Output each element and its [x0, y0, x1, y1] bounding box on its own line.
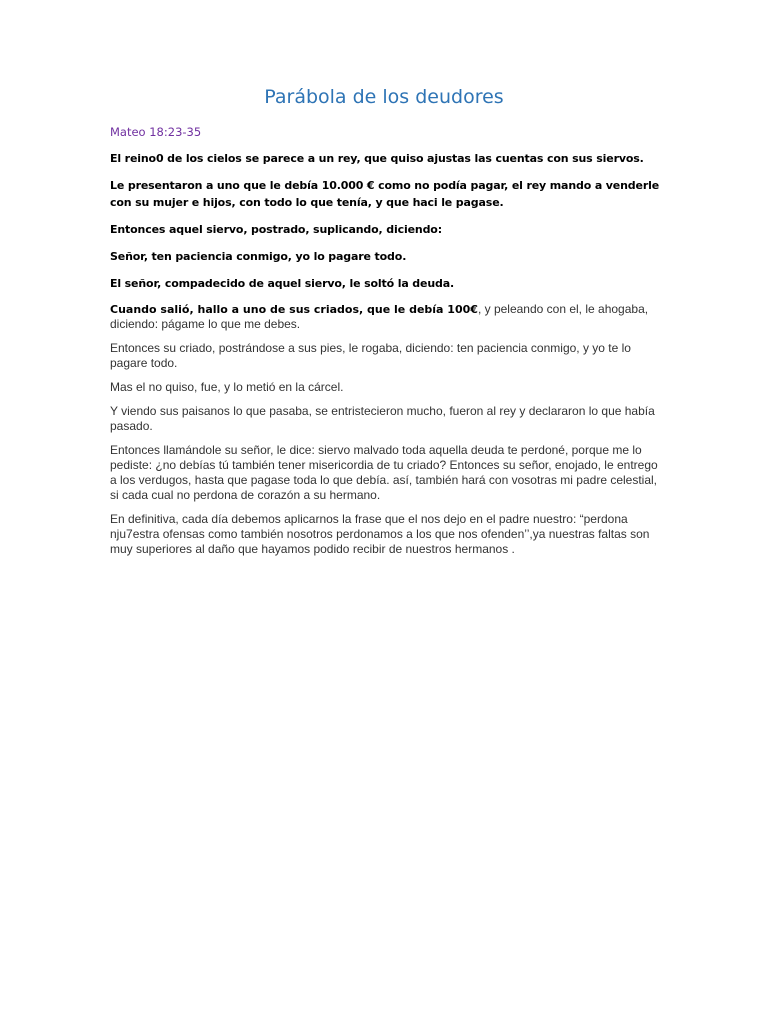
paragraph-4: Señor, ten paciencia conmigo, yo lo pagare todo. [110, 250, 407, 263]
paragraph-9: Y viendo sus paisanos lo que pasaba, se entristecieron mucho, fueron al rey y declararon lo que había pasado. [110, 404, 655, 433]
paragraph-5: El señor, compadecido de aquel siervo, le soltó la deuda. [110, 277, 455, 290]
paragraph-1: El reino0 de los cielos se parece a un rey, que quiso ajustas las cuentas con sus siervos. [110, 152, 644, 165]
paragraph-3: Entonces aquel siervo, postrado, suplicando, diciendo: [110, 223, 442, 236]
paragraph-6 [110, 302, 660, 332]
document-title: Parábola de los deudores [264, 86, 504, 108]
paragraph-6-rest: , y peleando con el, le ahogaba, diciendo: págame lo que me debes. [110, 302, 649, 331]
paragraph-10: Entonces llamándole su señor, le dice: siervo malvado toda aquella deuda te perdoné, porque me lo pediste: ¿no debías tú también tener misericordia de tu criado? Entonces su señor, enojado, le entrego a los verdugos, hasta que pagase toda lo que debía. así, también hará con vosotras mi padre celestial, si cada cual no perdona de corazón a su hermano. [110, 443, 658, 502]
paragraph-7: Entonces su criado, postrándose a sus pies, le rogaba, diciendo: ten paciencia conmigo, y yo te lo pagare todo. [110, 341, 631, 370]
paragraph-8: Mas el no quiso, fue, y lo metió en la cárcel. [110, 380, 344, 394]
paragraph-11: En definitiva, cada día debemos aplicarnos la frase que el nos dejo en el padre nuestro: “perdona nju7estra ofensas como también nosotros perdonamos a los que nos ofenden’’,ya nuestras faltas son muy superiores al daño que hayamos podido recibir de nuestros hermanos . [110, 512, 650, 556]
document-body [110, 150, 660, 566]
paragraph-6-lead: Cuando salió, hallo a uno de sus criados, que le debía 100€ [110, 303, 478, 316]
paragraph-2: Le presentaron a uno que le debía 10.000 € como no podía pagar, el rey mando a venderle con su mujer e hijos, con todo lo que tenía, y que haci le pagase. [110, 179, 660, 209]
scripture-reference: Mateo 18:23-35 [110, 125, 202, 139]
